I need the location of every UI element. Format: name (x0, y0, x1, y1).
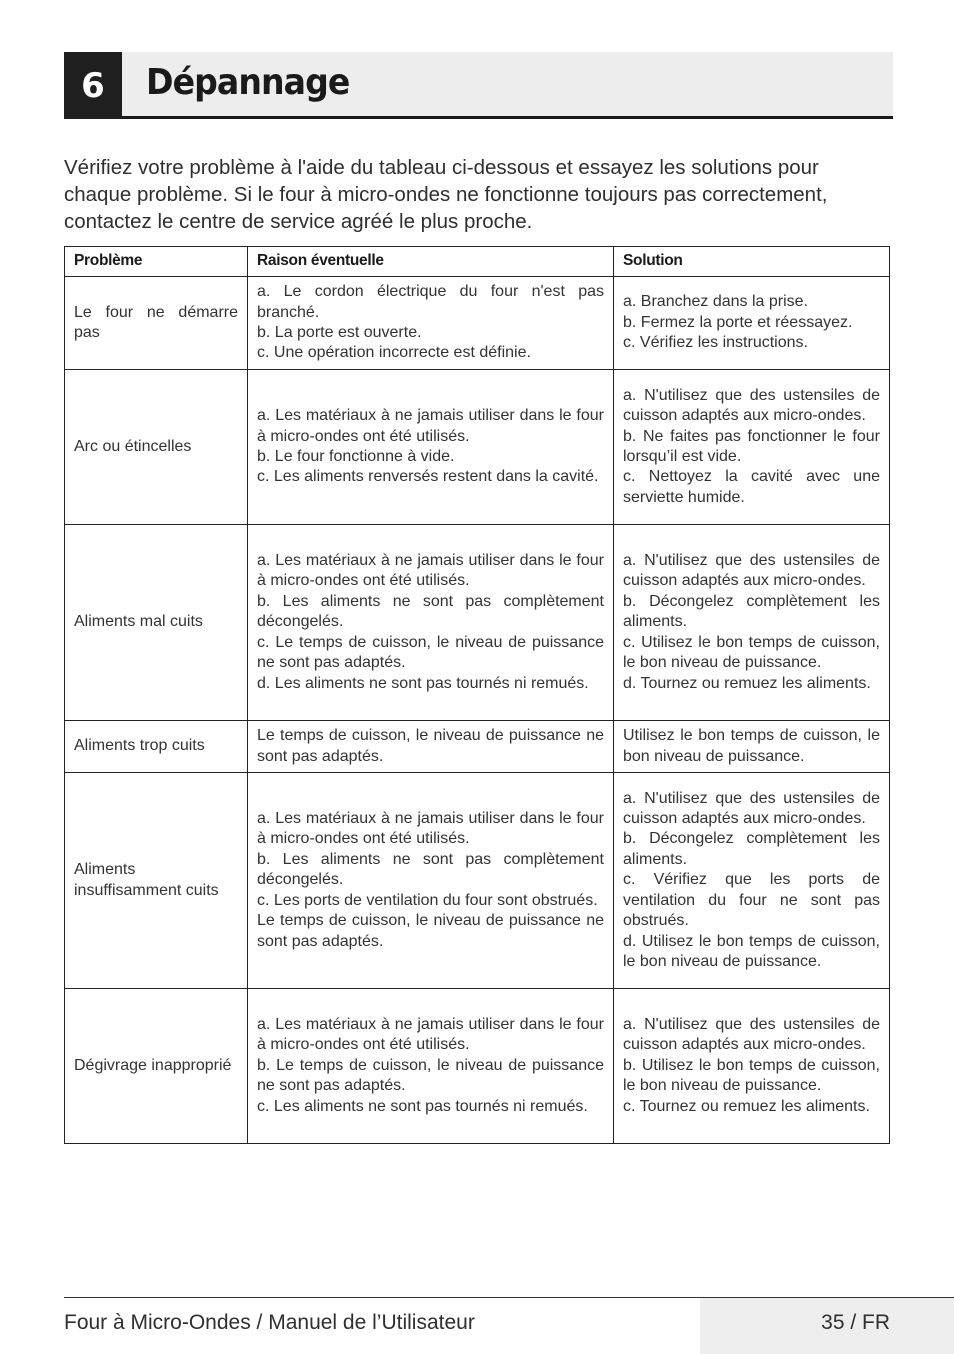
solution-item: c. Nettoyez la cavité avec une serviette humide. (623, 468, 880, 506)
reason-item: d. Les aliments ne sont pas tournés ni remués. (257, 674, 589, 692)
reason-item: Le temps de cuisson, le niveau de puissance ne sont pas adaptés. (257, 912, 604, 950)
chapter-number: 6 (64, 52, 122, 119)
table-row (65, 370, 890, 525)
reason-item: Le temps de cuisson, le niveau de puissance ne sont pas adaptés. (257, 727, 604, 765)
solution-item: c. Tournez ou remuez les aliments. (623, 1097, 870, 1115)
solution-item: b. Ne faites pas fonctionner le four lorsqu’il est vide. (623, 427, 880, 465)
reason-cell (248, 773, 614, 989)
troubleshooting-table (64, 246, 890, 1144)
reason-cell (248, 525, 614, 721)
header-solution: Solution (614, 247, 890, 277)
solution-item: d. Utilisez le bon temps de cuisson, le bon niveau de puissance. (623, 932, 880, 970)
table-row (65, 989, 890, 1144)
footer-page-number: 35 / FR (821, 1311, 890, 1334)
footer-manual-title: Four à Micro-Ondes / Manuel de l’Utilisateur (64, 1311, 475, 1334)
reason-item: b. Le four fonctionne à vide. (257, 448, 455, 465)
solution-cell (614, 989, 890, 1144)
reason-item: c. Le temps de cuisson, le niveau de puissance ne sont pas adaptés. (257, 633, 604, 672)
solution-item: a. N'utilisez que des ustensiles de cuisson adaptés aux micro-ondes. (623, 552, 880, 590)
problem-cell: Arc ou étincelles (65, 370, 248, 525)
header-problem: Problème (65, 247, 248, 277)
solution-cell (614, 525, 890, 721)
reason-cell (248, 277, 614, 370)
reason-item: b. Les aliments ne sont pas complètement décongelés. (257, 592, 604, 631)
reason-cell (248, 721, 614, 773)
reason-item: a. Les matériaux à ne jamais utiliser dans le four à micro-ondes ont été utilisés. (257, 407, 604, 445)
solution-item: d. Tournez ou remuez les aliments. (623, 674, 871, 692)
solution-cell (614, 370, 890, 525)
chapter-title: Dépannage (146, 62, 350, 103)
reason-item: c. Les aliments ne sont pas tournés ni remués. (257, 1097, 588, 1115)
chapter-header (64, 52, 893, 119)
reason-item: c. Les aliments renversés restent dans la cavité. (257, 468, 599, 486)
solution-cell (614, 277, 890, 370)
solution-item: b. Fermez la porte et réessayez. (623, 313, 853, 331)
problem-cell: Aliments mal cuits (65, 525, 248, 721)
solution-cell (614, 721, 890, 773)
table-row (65, 277, 890, 370)
solution-item: a. N'utilisez que des ustensiles de cuisson adaptés aux micro-ondes. (623, 789, 880, 828)
problem-cell: Dégivrage inapproprié (65, 989, 248, 1144)
reason-item: b. Les aliments ne sont pas complètement décongelés. (257, 850, 604, 889)
solution-item: a. N'utilisez que des ustensiles de cuisson adaptés aux micro-ondes. (623, 386, 880, 425)
solution-item: c. Utilisez le bon temps de cuisson, le bon niveau de puissance. (623, 633, 880, 672)
header-reason: Raison éventuelle (248, 247, 614, 277)
reason-item: c. Les ports de ventilation du four sont obstrués. (257, 891, 598, 909)
solution-item: b. Utilisez le bon temps de cuisson, le bon niveau de puissance. (623, 1056, 880, 1095)
reason-cell (248, 370, 614, 525)
solution-item: c. Vérifiez que les ports de ventilation du four ne sont pas obstrués. (623, 871, 880, 930)
reason-item: a. Les matériaux à ne jamais utiliser dans le four à micro-ondes ont été utilisés. (257, 552, 604, 590)
reason-item: b. Le temps de cuisson, le niveau de puissance ne sont pas adaptés. (257, 1056, 604, 1095)
solution-item: c. Vérifiez les instructions. (623, 334, 808, 352)
table-row (65, 773, 890, 989)
reason-item: a. Le cordon électrique du four n'est pas branché. (257, 283, 604, 321)
solution-cell (614, 773, 890, 989)
table-body (65, 277, 890, 1144)
solution-item: b. Décongelez complètement les aliments. (623, 592, 880, 631)
reason-item: a. Les matériaux à ne jamais utiliser dans le four à micro-ondes ont été utilisés. (257, 810, 604, 848)
reason-item: a. Les matériaux à ne jamais utiliser dans le four à micro-ondes ont été utilisés. (257, 1015, 604, 1054)
solution-item: a. Branchez dans la prise. (623, 293, 808, 311)
solution-item: a. N'utilisez que des ustensiles de cuisson adaptés aux micro-ondes. (623, 1015, 880, 1054)
problem-cell: Le four ne démarre pas (65, 277, 248, 370)
reason-cell (248, 989, 614, 1144)
solution-item: Utilisez le bon temps de cuisson, le bon niveau de puissance. (623, 727, 880, 765)
table-row (65, 721, 890, 773)
table-row (65, 525, 890, 721)
reason-item: c. Une opération incorrecte est définie. (257, 344, 531, 362)
table-header-row (65, 247, 890, 277)
problem-cell: Aliments insuffisamment cuits (65, 773, 248, 989)
intro-paragraph: Vérifiez votre problème à l'aide du tableau ci-dessous et essayez les solutions pour chaque problème. Si le four à micro-ondes ne fonctionne toujours pas correctement, contactez le centre de service agréé le plus proche. (64, 156, 828, 233)
solution-item: b. Décongelez complètement les aliments. (623, 830, 880, 868)
reason-item: b. La porte est ouverte. (257, 324, 422, 341)
problem-cell: Aliments trop cuits (65, 721, 248, 773)
